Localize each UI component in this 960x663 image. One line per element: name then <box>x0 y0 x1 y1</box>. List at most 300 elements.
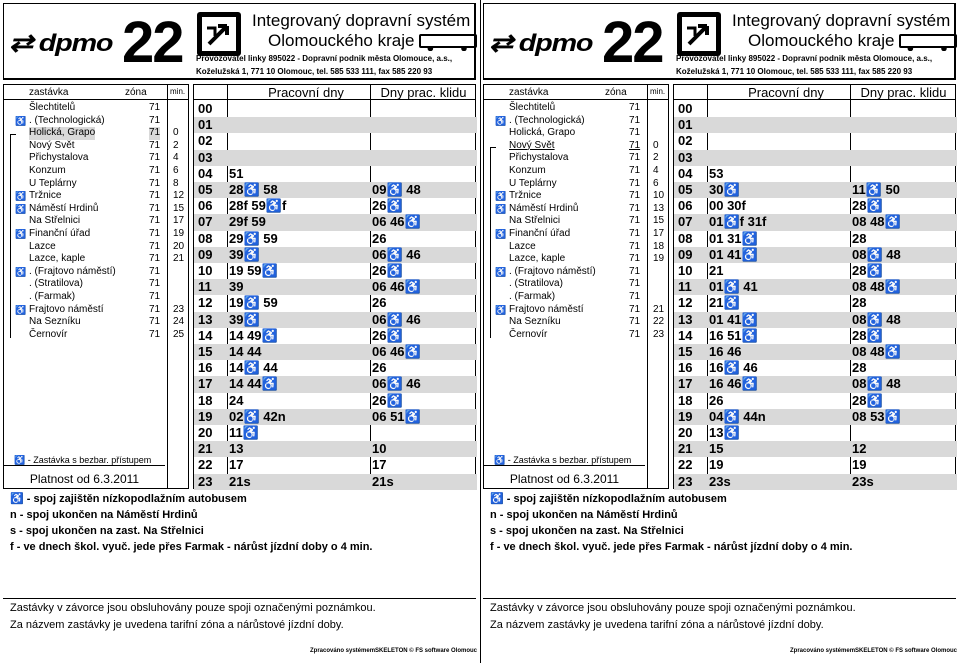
departure-row <box>674 101 957 117</box>
stop-row <box>4 115 190 128</box>
stop-row <box>484 178 670 191</box>
departure-row <box>194 117 477 133</box>
footnote: f - ve dnech škol. vyuč. jede přes Farmak - nárůst jízdní doby o 4 min. <box>490 541 853 553</box>
stop-zone: 71 <box>629 215 641 227</box>
stop-zone: 71 <box>629 139 641 151</box>
stop-name: Holická, Grapo <box>29 127 96 139</box>
weekend-departures: 08♿ 48 <box>850 376 957 392</box>
weekday-departures <box>227 150 370 166</box>
departure-row <box>194 182 477 198</box>
stop-row <box>4 102 190 115</box>
region-title: Olomouckého kraje <box>748 31 895 50</box>
departure-row <box>194 101 477 117</box>
hour-cell: 15 <box>194 344 227 360</box>
weekday-departures: 17 <box>229 457 244 473</box>
weekday-departures: 16♿ 46 <box>709 360 758 376</box>
weekend-departures: 12 <box>850 441 957 457</box>
weekday-departures: 01 41♿ <box>707 312 850 328</box>
departure-row <box>674 474 957 490</box>
weekday-departures: 16 46♿ <box>707 376 850 392</box>
stop-name: Tržnice <box>509 190 542 202</box>
stop-name: . (Frajtovo náměstí) <box>509 265 596 277</box>
weekday-departures <box>227 117 370 133</box>
weekday-departures <box>707 101 850 117</box>
stop-row <box>4 304 190 317</box>
stop-zone: 71 <box>149 291 161 302</box>
stop-minutes: 0 <box>173 127 179 139</box>
stop-minutes: 2 <box>653 152 659 164</box>
weekend-departures <box>370 101 477 117</box>
stop-row <box>484 278 670 291</box>
departure-row <box>194 409 477 425</box>
stop-list <box>483 84 669 489</box>
weekend-departures: 06♿ 46 <box>370 312 477 328</box>
stop-zone: 71 <box>629 228 641 239</box>
footnote: n - spoj ukončen na Náměstí Hrdinů <box>10 509 198 521</box>
footer-line: Za názvem zastávky je uvedena tarifní zóna a nárůstové jízdní doby. <box>490 619 824 631</box>
hour-cell: 13 <box>194 312 227 328</box>
weekday-departures: 00 30f <box>709 198 746 214</box>
stop-minutes: 17 <box>653 228 665 239</box>
hour-cell: 18 <box>198 392 213 408</box>
wheelchair-icon: ♿ <box>495 304 507 315</box>
wheelchair-icon: ♿ <box>15 115 27 126</box>
stop-minutes: 15 <box>653 215 665 227</box>
stop-row <box>484 165 670 178</box>
validity-date: Platnost od 6.3.2011 <box>4 465 165 490</box>
stop-name: . (Farmak) <box>29 291 76 302</box>
weekday-departures: 53 <box>709 165 724 181</box>
stop-row <box>4 152 190 165</box>
stop-zone: 71 <box>149 114 161 126</box>
stop-zone: 71 <box>629 202 641 214</box>
weekday-departures: 28f 59♿f <box>229 198 287 214</box>
weekend-departures: 26 <box>372 360 387 376</box>
grid-header <box>674 85 955 100</box>
stop-minutes: 18 <box>653 240 665 252</box>
hour-cell: 19 <box>194 409 227 425</box>
weekend-departures: 10 <box>370 441 477 457</box>
stop-name: Nový Svět <box>509 139 555 151</box>
weekday-departures: 21 <box>709 263 724 278</box>
weekday-departures: 11♿ <box>229 425 259 440</box>
wheelchair-icon: ♿ <box>15 229 27 239</box>
line-number: 22 <box>122 10 183 75</box>
weekday-departures: 14 49♿ <box>229 327 278 343</box>
weekday-departures: 04♿ 44n <box>707 409 850 425</box>
hour-cell: 18 <box>678 392 693 408</box>
departure-row <box>674 182 957 198</box>
footer-divider <box>3 598 476 599</box>
weekend-departures <box>850 133 957 149</box>
stop-row <box>4 140 190 153</box>
departure-row <box>674 279 957 295</box>
stop-zone: 71 <box>629 278 641 290</box>
stop-zone: 71 <box>629 177 641 189</box>
weekday-departures <box>707 150 850 166</box>
weekend-departures: 26♿ <box>372 198 403 214</box>
departure-row <box>674 263 957 279</box>
stop-row <box>484 152 670 165</box>
stop-zone: 71 <box>149 240 161 252</box>
stop-zone: 71 <box>629 265 641 277</box>
ids-logo-icon <box>197 12 241 56</box>
stop-name: Lazce, kaple <box>509 253 566 265</box>
grid-header <box>194 85 475 100</box>
departure-row <box>194 247 477 263</box>
hour-cell: 08 <box>198 230 213 246</box>
stop-minutes: 2 <box>173 139 179 151</box>
hour-cell: 07 <box>674 214 707 230</box>
stop-minutes: 20 <box>173 240 185 252</box>
departure-row <box>674 133 957 149</box>
footnotes <box>490 491 852 555</box>
weekday-departures: 15 <box>707 441 850 457</box>
departure-row <box>674 198 957 214</box>
system-title: Integrovaný dopravní systém <box>252 11 471 30</box>
stop-name: Holická, Grapo <box>509 127 576 139</box>
stop-name: Přichystalova <box>509 152 569 164</box>
stop-minutes: 6 <box>173 165 179 176</box>
wheelchair-legend: ♿ - Zastávka s bezbar. přístupem <box>494 455 632 465</box>
stop-name: Finanční úřad <box>509 228 571 239</box>
stop-zone: 71 <box>629 190 641 202</box>
wheelchair-icon: ♿ <box>495 115 507 126</box>
hour-cell: 03 <box>194 150 227 166</box>
stop-row <box>4 127 190 140</box>
weekday-departures: 21♿ <box>709 295 740 311</box>
weekend-departures: 28 <box>852 230 867 246</box>
weekday-departures <box>707 133 850 149</box>
departure-row <box>194 457 477 473</box>
hour-cell: 02 <box>198 133 213 149</box>
weekend-departures <box>850 425 957 441</box>
route-bracket <box>10 134 16 338</box>
route-bracket <box>490 147 496 339</box>
stop-header: zastávka <box>509 87 549 98</box>
stop-row <box>4 266 190 279</box>
weekday-departures: 13 <box>227 441 370 457</box>
stop-zone: 71 <box>149 215 161 227</box>
departure-row <box>194 376 477 392</box>
stop-name: Na Sezníku <box>509 316 561 328</box>
hour-cell: 19 <box>674 409 707 425</box>
minutes-header: min. <box>650 87 666 96</box>
system-title: Integrovaný dopravní systém <box>732 11 951 30</box>
weekday-departures: 39♿ <box>227 312 370 328</box>
stop-minutes: 22 <box>653 316 665 328</box>
weekday-departures: 02♿ 42n <box>227 409 370 425</box>
hour-cell: 17 <box>674 376 707 392</box>
stop-row <box>484 190 670 203</box>
stop-row <box>4 190 190 203</box>
wheelchair-icon: ♿ <box>15 266 27 277</box>
footnote: s - spoj ukončen na zast. Na Střelnici <box>10 525 204 537</box>
departure-row <box>194 360 477 376</box>
stop-row <box>4 178 190 191</box>
ids-logo-icon <box>677 12 721 56</box>
footer-text <box>10 600 376 634</box>
stop-name: Šlechtitelů <box>29 102 76 113</box>
weekend-departures <box>370 166 477 182</box>
stop-zone: 71 <box>629 253 641 265</box>
weekday-departures: 26 <box>709 392 724 408</box>
weekend-header: Dny prac. klidu <box>380 85 467 100</box>
weekday-departures: 14♿ 44 <box>229 360 278 376</box>
hour-cell: 00 <box>198 101 213 116</box>
stop-name: Náměstí Hrdinů <box>29 202 99 214</box>
stop-row <box>4 203 190 216</box>
hour-cell: 06 <box>198 198 213 214</box>
software-credit: Zpracováno systémemSKELETON © FS software Olomouc <box>310 648 478 654</box>
stop-row <box>484 266 670 279</box>
stop-name: Na Sezníku <box>29 316 81 328</box>
stop-zone: 71 <box>629 316 641 328</box>
departure-row <box>194 166 477 182</box>
weekend-departures: 28♿ <box>852 392 883 408</box>
stop-name: Konzum <box>509 165 546 176</box>
line-number: 22 <box>602 10 663 75</box>
stop-row <box>4 329 190 342</box>
stop-row <box>4 215 190 228</box>
stop-minutes: 4 <box>173 152 179 164</box>
departure-row <box>194 393 477 409</box>
stop-zone: 71 <box>149 265 161 277</box>
stop-zone: 71 <box>149 190 161 202</box>
stop-row <box>4 291 190 304</box>
operator-line: Provozovatel linky 895022 - Dopravní podnik města Olomouce, a.s., <box>196 54 453 63</box>
stop-name: Na Střelnici <box>509 215 561 227</box>
hour-cell: 21 <box>194 441 227 457</box>
weekend-departures: 26♿ <box>372 392 403 408</box>
stop-name: U Teplárny <box>29 177 77 189</box>
departure-row <box>674 360 957 376</box>
departure-row <box>194 231 477 247</box>
weekday-departures: 24 <box>229 392 244 408</box>
departure-row <box>674 166 957 182</box>
hour-cell: 06 <box>678 198 693 214</box>
hour-cell: 22 <box>678 457 693 473</box>
stop-row <box>484 140 670 153</box>
departures-grid <box>193 84 476 489</box>
departure-row <box>194 328 477 344</box>
footer-text <box>490 600 856 634</box>
weekend-departures <box>850 150 957 166</box>
stop-minutes: 19 <box>653 253 665 265</box>
weekend-departures: 28 <box>852 360 867 376</box>
stop-minutes: 12 <box>173 190 185 202</box>
hour-cell: 05 <box>674 182 707 198</box>
stop-row <box>4 228 190 241</box>
stop-row <box>484 102 670 115</box>
stop-zone: 71 <box>149 303 161 315</box>
stop-minutes: 17 <box>173 215 185 227</box>
hour-cell: 11 <box>194 279 227 295</box>
operator-address: Koželužská 1, 771 10 Olomouc, tel. 585 533 111, fax 585 220 93 <box>196 67 433 76</box>
weekend-departures <box>850 166 957 182</box>
hour-cell: 04 <box>198 165 213 181</box>
stop-name: Frajtovo náměstí <box>509 303 584 315</box>
software-credit: Zpracováno systémemSKELETON © FS software Olomouc <box>790 648 958 654</box>
departure-row <box>194 279 477 295</box>
hour-cell: 16 <box>198 360 213 376</box>
weekend-departures: 08 53♿ <box>850 409 957 425</box>
hour-cell: 04 <box>678 165 693 181</box>
stop-zone: 71 <box>149 316 161 328</box>
weekday-header: Pracovní dny <box>748 85 824 100</box>
wheelchair-icon: ♿ <box>15 191 27 202</box>
hour-cell: 17 <box>194 376 227 392</box>
weekend-departures: 21s <box>370 474 477 490</box>
stop-zone: 71 <box>149 278 161 290</box>
hour-cell: 23 <box>674 474 707 490</box>
stop-row <box>4 278 190 291</box>
departure-row <box>194 425 477 441</box>
footnote: ♿ - spoj zajištěn nízkopodlažním autobusem <box>10 493 247 505</box>
operator-address: Koželužská 1, 771 10 Olomouc, tel. 585 533 111, fax 585 220 93 <box>676 67 913 76</box>
weekend-departures: 06 46♿ <box>370 344 477 360</box>
stop-zone: 71 <box>629 303 641 315</box>
weekend-departures: 06♿ 46 <box>370 247 477 263</box>
stop-zone: 71 <box>149 139 161 151</box>
departure-row <box>194 441 477 457</box>
weekday-departures: 23s <box>707 474 850 490</box>
stop-name: Nový Svět <box>29 139 75 151</box>
departures-grid <box>673 84 956 489</box>
stop-name: Frajtovo náměstí <box>29 303 104 315</box>
weekday-departures: 19 59♿ <box>229 263 278 278</box>
weekend-departures: 17 <box>372 457 387 473</box>
stop-minutes: 6 <box>653 177 659 189</box>
weekend-departures: 26♿ <box>372 263 403 278</box>
stop-zone: 71 <box>629 152 641 164</box>
wheelchair-icon: ♿ <box>495 203 507 214</box>
footnotes <box>10 491 372 555</box>
weekday-departures <box>707 117 850 133</box>
stop-zone: 71 <box>629 291 641 302</box>
stop-list <box>3 84 189 489</box>
stop-name: Lazce <box>509 240 536 252</box>
footer-line: Za názvem zastávky je uvedena tarifní zóna a nárůstové jízdní doby. <box>10 619 344 631</box>
operator-logo: ⇄ dpmo <box>489 30 593 57</box>
stop-row <box>484 215 670 228</box>
hour-cell: 01 <box>194 117 227 133</box>
stop-zone: 71 <box>629 240 641 252</box>
stop-row <box>484 253 670 266</box>
weekday-departures: 16 51♿ <box>709 327 758 343</box>
weekend-departures: 06 51♿ <box>370 409 477 425</box>
stop-name: Náměstí Hrdinů <box>509 202 579 214</box>
weekend-departures <box>850 117 957 133</box>
weekday-departures: 01 31♿ <box>709 230 758 246</box>
stop-name: Lazce, kaple <box>29 253 86 265</box>
stop-zone: 71 <box>149 253 161 265</box>
stop-minutes: 0 <box>653 139 659 151</box>
weekend-departures: 08 48♿ <box>850 279 957 295</box>
departure-row <box>674 117 957 133</box>
weekend-departures: 06 46♿ <box>370 279 477 295</box>
stop-row <box>4 241 190 254</box>
stop-name: Přichystalova <box>29 152 89 164</box>
hour-cell: 10 <box>198 263 213 278</box>
weekend-departures: 06♿ 46 <box>370 376 477 392</box>
weekday-departures: 01 41♿ <box>707 247 850 263</box>
weekend-departures: 28♿ <box>852 327 883 343</box>
departure-row <box>194 312 477 328</box>
weekend-departures: 26 <box>372 295 387 311</box>
weekend-departures: 26 <box>372 230 387 246</box>
stop-name: Černovír <box>29 328 68 340</box>
weekend-departures: 08 48♿ <box>850 214 957 230</box>
weekend-departures <box>370 425 477 441</box>
weekday-departures: 21s <box>227 474 370 490</box>
stop-zone: 71 <box>149 102 161 113</box>
departure-row <box>674 312 957 328</box>
minutes-header: min. <box>170 87 186 96</box>
stop-name: Šlechtitelů <box>509 102 556 113</box>
weekday-departures: 51 <box>229 165 244 181</box>
stop-zone: 71 <box>629 114 641 126</box>
region-title: Olomouckého kraje <box>268 31 415 50</box>
stop-zone: 71 <box>149 152 161 164</box>
operator-logo: ⇄ dpmo <box>9 30 113 57</box>
hour-cell: 14 <box>678 327 693 343</box>
departure-row <box>674 376 957 392</box>
hour-cell: 01 <box>674 117 707 133</box>
wheelchair-icon: ♿ <box>15 304 27 315</box>
footnote: ♿ - spoj zajištěn nízkopodlažním autobusem <box>490 493 727 505</box>
departure-row <box>194 198 477 214</box>
stop-minutes: 21 <box>173 253 185 265</box>
hour-cell: 09 <box>194 247 227 263</box>
stop-name: . (Technologická) <box>29 114 105 126</box>
footer-line: Zastávky v závorce jsou obsluhovány pouze spoji označenými poznámkou. <box>10 602 376 614</box>
weekday-departures <box>227 133 370 149</box>
stop-name: . (Stratilova) <box>509 278 563 290</box>
weekend-departures: 11♿ 50 <box>850 182 957 198</box>
stop-minutes: 23 <box>653 328 665 340</box>
weekday-departures: 19 <box>709 457 724 473</box>
stop-row <box>484 203 670 216</box>
departure-row <box>674 295 957 311</box>
stop-row <box>484 291 670 304</box>
weekday-departures: 14 44♿ <box>227 376 370 392</box>
stop-name: . (Farmak) <box>509 291 556 302</box>
hour-cell: 20 <box>678 425 693 440</box>
weekday-departures: 28♿ 58 <box>227 182 370 198</box>
stop-name: . (Frajtovo náměstí) <box>29 265 116 277</box>
departure-row <box>194 133 477 149</box>
hour-cell: 05 <box>194 182 227 198</box>
footer-line: Zastávky v závorce jsou obsluhovány pouze spoji označenými poznámkou. <box>490 602 856 614</box>
departure-row <box>674 150 957 166</box>
departure-row <box>674 214 957 230</box>
departure-row <box>674 393 957 409</box>
weekend-departures <box>370 117 477 133</box>
stop-name: . (Stratilova) <box>29 278 83 290</box>
weekend-departures: 09♿ 48 <box>370 182 477 198</box>
bus-icon <box>419 34 477 48</box>
wheelchair-icon: ♿ <box>495 191 507 202</box>
weekday-departures: 01♿f 31f <box>707 214 850 230</box>
stop-name: Černovír <box>509 328 548 340</box>
stop-zone: 71 <box>149 202 161 214</box>
stop-name: Lazce <box>29 240 56 252</box>
stop-minutes: 15 <box>173 202 185 214</box>
weekend-departures: 23s <box>850 474 957 490</box>
hour-cell: 15 <box>674 344 707 360</box>
wheelchair-icon: ♿ <box>495 229 507 239</box>
